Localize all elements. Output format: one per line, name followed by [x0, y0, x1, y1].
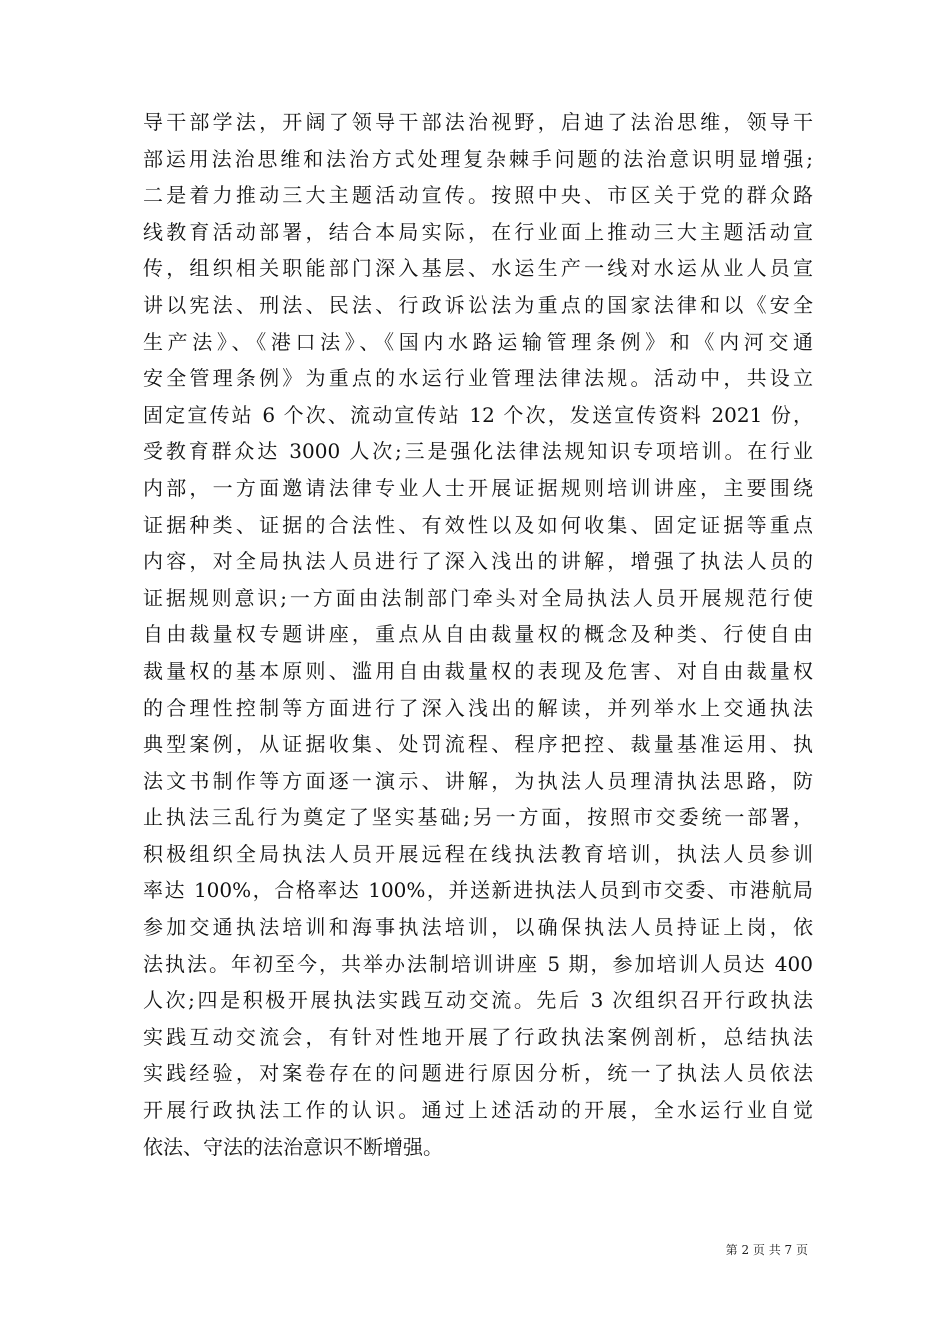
- text-line: 开展行政执法工作的认识。通过上述活动的开展，全水运行业自觉: [143, 1098, 813, 1123]
- text-line: 内容，对全局执法人员进行了深入浅出的讲解，增强了执法人员的: [143, 549, 813, 574]
- text-line-last: 依法、守法的法治意识不断增强。: [143, 1134, 443, 1159]
- text-line: 证据规则意识;一方面由法制部门牵头对全局执法人员开展规范行使: [143, 585, 813, 610]
- text-line: 法执法。年初至今，共举办法制培训讲座 5 期，参加培训人员达 400: [143, 951, 813, 976]
- text-line: 实践互动交流会，有针对性地开展了行政执法案例剖析，总结执法: [143, 1024, 813, 1049]
- text-line: 安全管理条例》为重点的水运行业管理法律法规。活动中，共设立: [143, 366, 813, 391]
- text-line: 线教育活动部署，结合本局实际，在行业面上推动三大主题活动宣: [143, 219, 813, 244]
- text-line: 传，组织相关职能部门深入基层、水运生产一线对水运从业人员宣: [143, 256, 813, 281]
- text-line: 受教育群众达 3000 人次;三是强化法律法规知识专项培训。在行业: [143, 439, 813, 464]
- text-line: 裁量权的基本原则、滥用自由裁量权的表现及危害、对自由裁量权: [143, 658, 813, 683]
- text-line: 的合理性控制等方面进行了深入浅出的解读，并列举水上交通执法: [143, 695, 813, 720]
- text-line: 讲以宪法、刑法、民法、行政诉讼法为重点的国家法律和以《安全: [143, 292, 813, 317]
- text-line: 率达 100%，合格率达 100%，并送新进执法人员到市交委、市港航局: [143, 878, 813, 903]
- text-line: 法文书制作等方面逐一演示、讲解，为执法人员理清执法思路，防: [143, 768, 813, 793]
- text-line: 实践经验，对案卷存在的问题进行原因分析，统一了执法人员依法: [143, 1061, 813, 1086]
- text-line: 积极组织全局执法人员开展远程在线执法教育培训，执法人员参训: [143, 841, 813, 866]
- body-text: [143, 104, 813, 1165]
- text-line: 人次;四是积极开展执法实践互动交流。先后 3 次组织召开行政执法: [143, 988, 813, 1013]
- text-line: 内部，一方面邀请法律专业人士开展证据规则培训讲座，主要围绕: [143, 475, 813, 500]
- text-line: 导干部学法，开阔了领导干部法治视野，启迪了法治思维，领导干: [143, 110, 813, 134]
- text-line: 止执法三乱行为奠定了坚实基础;另一方面，按照市交委统一部署，: [143, 805, 813, 830]
- text-line: 参加交通执法培训和海事执法培训，以确保执法人员持证上岗，依: [143, 915, 813, 940]
- text-line: 固定宣传站 6 个次、流动宣传站 12 个次，发送宣传资料 2021 份，: [143, 402, 813, 427]
- text-line: 部运用法治思维和法治方式处理复杂棘手问题的法治意识明显增强;: [143, 146, 813, 171]
- text-line: 二是着力推动三大主题活动宣传。按照中央、市区关于党的群众路: [143, 183, 813, 208]
- text-line: 生产法》、《港口法》、《国内水路运输管理条例》和《内河交通: [143, 329, 813, 354]
- text-line: 典型案例，从证据收集、处罚流程、程序把控、裁量基准运用、执: [143, 732, 813, 757]
- text-line: 自由裁量权专题讲座，重点从自由裁量权的概念及种类、行使自由: [143, 622, 813, 647]
- page-number: 第 2 页 共 7 页: [725, 1243, 808, 1257]
- text-line: 证据种类、证据的合法性、有效性以及如何收集、固定证据等重点: [143, 512, 813, 537]
